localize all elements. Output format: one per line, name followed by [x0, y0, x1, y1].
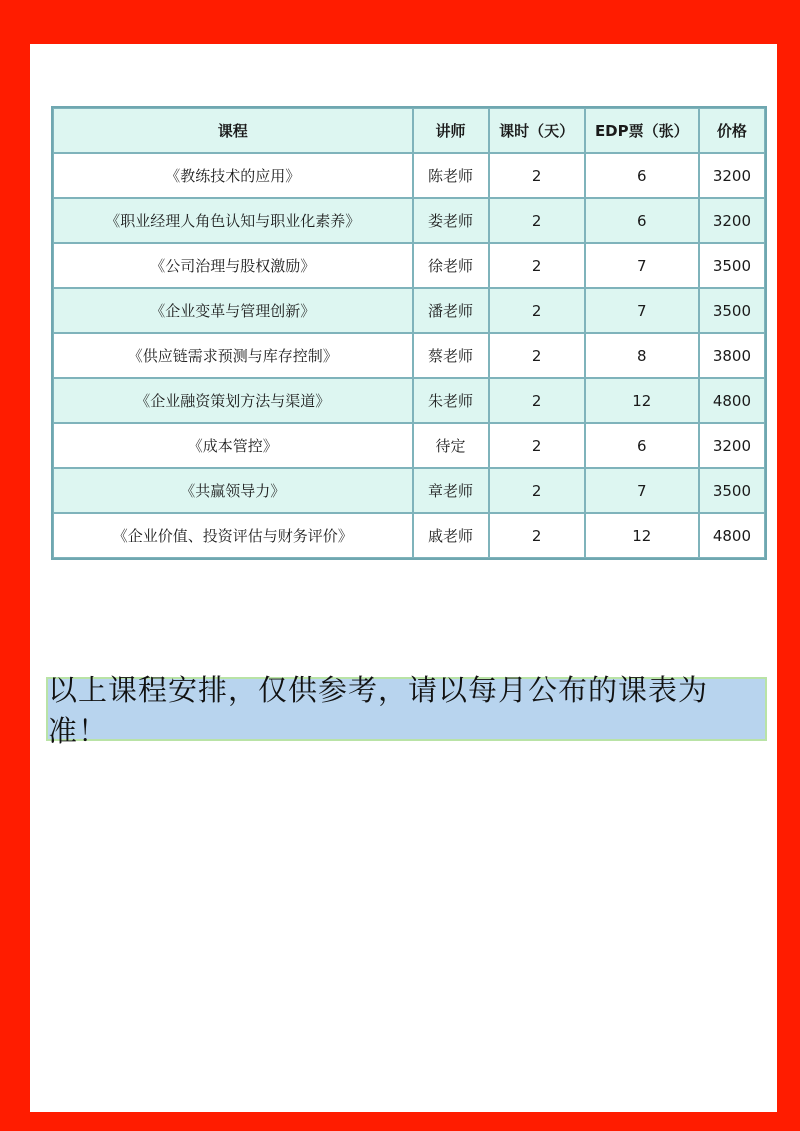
teacher-cell: 陈老师	[413, 153, 489, 198]
course-cell: 《教练技术的应用》	[53, 153, 413, 198]
days-cell: 2	[489, 243, 585, 288]
tickets-cell: 12	[585, 513, 699, 558]
price-cell: 4800	[699, 378, 765, 423]
days-cell: 2	[489, 513, 585, 558]
days-cell: 2	[489, 378, 585, 423]
tickets-cell: 6	[585, 198, 699, 243]
teacher-cell: 朱老师	[413, 378, 489, 423]
table-row	[53, 423, 765, 468]
header-course: 课程	[53, 108, 413, 153]
header-days: 课时（天）	[489, 108, 585, 153]
teacher-cell: 戚老师	[413, 513, 489, 558]
teacher-cell: 娄老师	[413, 198, 489, 243]
header-price: 价格	[699, 108, 765, 153]
days-cell: 2	[489, 423, 585, 468]
document-page	[30, 44, 777, 1112]
course-cell: 《成本管控》	[53, 423, 413, 468]
table-row	[53, 198, 765, 243]
teacher-cell: 徐老师	[413, 243, 489, 288]
days-cell: 2	[489, 153, 585, 198]
table-row	[53, 153, 765, 198]
tickets-cell: 7	[585, 243, 699, 288]
table-row	[53, 468, 765, 513]
days-cell: 2	[489, 468, 585, 513]
course-cell: 《供应链需求预测与库存控制》	[53, 333, 413, 378]
course-cell: 《职业经理人角色认知与职业化素养》	[53, 198, 413, 243]
table-header-row	[53, 108, 765, 153]
tickets-cell: 8	[585, 333, 699, 378]
tickets-cell: 7	[585, 468, 699, 513]
table-row	[53, 513, 765, 558]
table-row	[53, 333, 765, 378]
price-cell: 4800	[699, 513, 765, 558]
tickets-cell: 6	[585, 153, 699, 198]
course-cell: 《企业价值、投资评估与财务评价》	[53, 513, 413, 558]
price-cell: 3200	[699, 198, 765, 243]
price-cell: 3200	[699, 423, 765, 468]
price-cell: 3200	[699, 153, 765, 198]
teacher-cell: 章老师	[413, 468, 489, 513]
price-cell: 3500	[699, 243, 765, 288]
table-row	[53, 288, 765, 333]
price-cell: 3800	[699, 333, 765, 378]
price-cell: 3500	[699, 288, 765, 333]
teacher-cell: 潘老师	[413, 288, 489, 333]
price-cell: 3500	[699, 468, 765, 513]
schedule-notice: 以上课程安排，仅供参考，请以每月公布的课表为准！	[46, 677, 767, 741]
days-cell: 2	[489, 288, 585, 333]
table-row	[53, 378, 765, 423]
course-cell: 《公司治理与股权激励》	[53, 243, 413, 288]
tickets-cell: 12	[585, 378, 699, 423]
days-cell: 2	[489, 333, 585, 378]
tickets-cell: 6	[585, 423, 699, 468]
table-row	[53, 243, 765, 288]
header-teacher: 讲师	[413, 108, 489, 153]
teacher-cell: 蔡老师	[413, 333, 489, 378]
course-table	[51, 106, 767, 560]
days-cell: 2	[489, 198, 585, 243]
teacher-cell: 待定	[413, 423, 489, 468]
header-tickets: EDP票（张）	[585, 108, 699, 153]
course-cell: 《共赢领导力》	[53, 468, 413, 513]
course-cell: 《企业变革与管理创新》	[53, 288, 413, 333]
course-cell: 《企业融资策划方法与渠道》	[53, 378, 413, 423]
tickets-cell: 7	[585, 288, 699, 333]
